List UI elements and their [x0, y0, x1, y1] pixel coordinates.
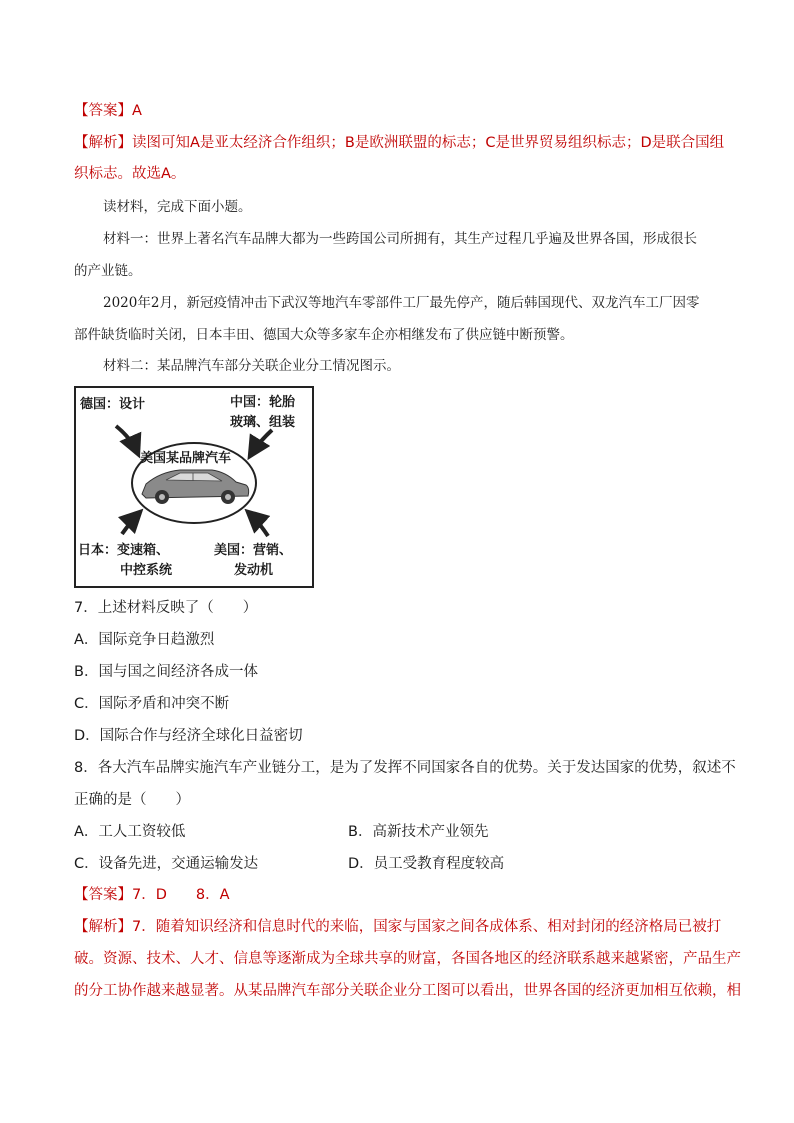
- analysis-text: 读图可知A是亚太经济合作组织；B是欧洲联盟的标志；C是世界贸易组织标志；D是联合国组: [132, 135, 725, 151]
- analysis-2-line-3: 的分工协作越来越显著。从某品牌汽车部分关联企业分工图可以看出，世界各国的经济更加相互依赖，相: [74, 983, 741, 999]
- q7-option-c: C．国际矛盾和冲突不断: [74, 696, 230, 712]
- label-japan-1: 日本：变速箱、: [78, 543, 170, 558]
- analysis-1-line-2: 织标志。故选A。: [74, 166, 186, 182]
- analysis-2-line-1: [74, 917, 721, 937]
- q7-option-b: B．国与国之间经济各成一体: [74, 664, 258, 680]
- q8-option-d: D．员工受教育程度较高: [348, 856, 505, 872]
- car-division-diagram: [74, 386, 314, 588]
- label-china-1: 中国：轮胎: [230, 395, 296, 410]
- q7-option-d: D．国际合作与经济全球化日益密切: [74, 728, 303, 744]
- answer-2: [74, 885, 230, 905]
- label-usa-2: 发动机: [234, 563, 274, 578]
- answer-value: 7．D 8．A: [132, 887, 230, 903]
- answer-tag: 【答案】: [74, 887, 132, 903]
- label-china-2: 玻璃、组装: [230, 415, 296, 430]
- analysis-tag: 【解析】: [74, 919, 132, 935]
- q7-stem: 7．上述材料反映了（ ）: [74, 600, 258, 616]
- answer-1: [74, 101, 142, 121]
- arrow-japan: [122, 512, 140, 534]
- q8-option-c: C．设备先进，交通运输发达: [74, 856, 259, 872]
- q8-stem-line-2: 正确的是（ ）: [74, 792, 190, 808]
- answer-value: A: [132, 103, 142, 119]
- material-1b-line-2: 部件缺货临时关闭，日本丰田、德国大众等多家车企亦相继发布了供应链中断预警。: [74, 327, 574, 343]
- answer-tag: 【答案】: [74, 103, 132, 119]
- label-japan-2: 中控系统: [120, 563, 173, 578]
- analysis-text: 7．随着知识经济和信息时代的来临，国家与国家之间各成体系、相对封闭的经济格局已被打: [132, 919, 722, 935]
- label-center: 美国某品牌汽车: [140, 451, 232, 466]
- material-1-line-2: 的产业链。: [74, 263, 142, 279]
- label-usa-1: 美国：营销、: [214, 543, 293, 558]
- label-germany: 德国：设计: [80, 397, 146, 412]
- material-2: 材料二：某品牌汽车部分关联企业分工情况图示。: [103, 358, 400, 374]
- material-1-line-1: 材料一：世界上著名汽车品牌大都为一些跨国公司所拥有，其生产过程几乎遍及世界各国，形成很长: [103, 231, 697, 247]
- arrow-germany: [116, 426, 138, 454]
- analysis-1-line-1: [74, 133, 724, 153]
- q7-option-a: A．国际竞争日趋激烈: [74, 632, 215, 648]
- arrow-usa: [248, 512, 268, 536]
- material-intro: 读材料，完成下面小题。: [103, 199, 252, 215]
- analysis-2-line-2: 破。资源、技术、人才、信息等逐渐成为全球共享的财富，各国各地区的经济联系越来越紧密，产品生产: [74, 951, 741, 967]
- q8-option-a: A．工人工资较低: [74, 824, 186, 840]
- analysis-tag: 【解析】: [74, 135, 132, 151]
- q8-option-b: B．高新技术产业领先: [348, 824, 489, 840]
- q8-stem-line-1: 8．各大汽车品牌实施汽车产业链分工，是为了发挥不同国家各自的优势。关于发达国家的优势，叙述不: [74, 760, 736, 776]
- material-1b-line-1: 2020年2月，新冠疫情冲击下武汉等地汽车零部件工厂最先停产，随后韩国现代、双龙汽车工厂因零: [103, 295, 700, 311]
